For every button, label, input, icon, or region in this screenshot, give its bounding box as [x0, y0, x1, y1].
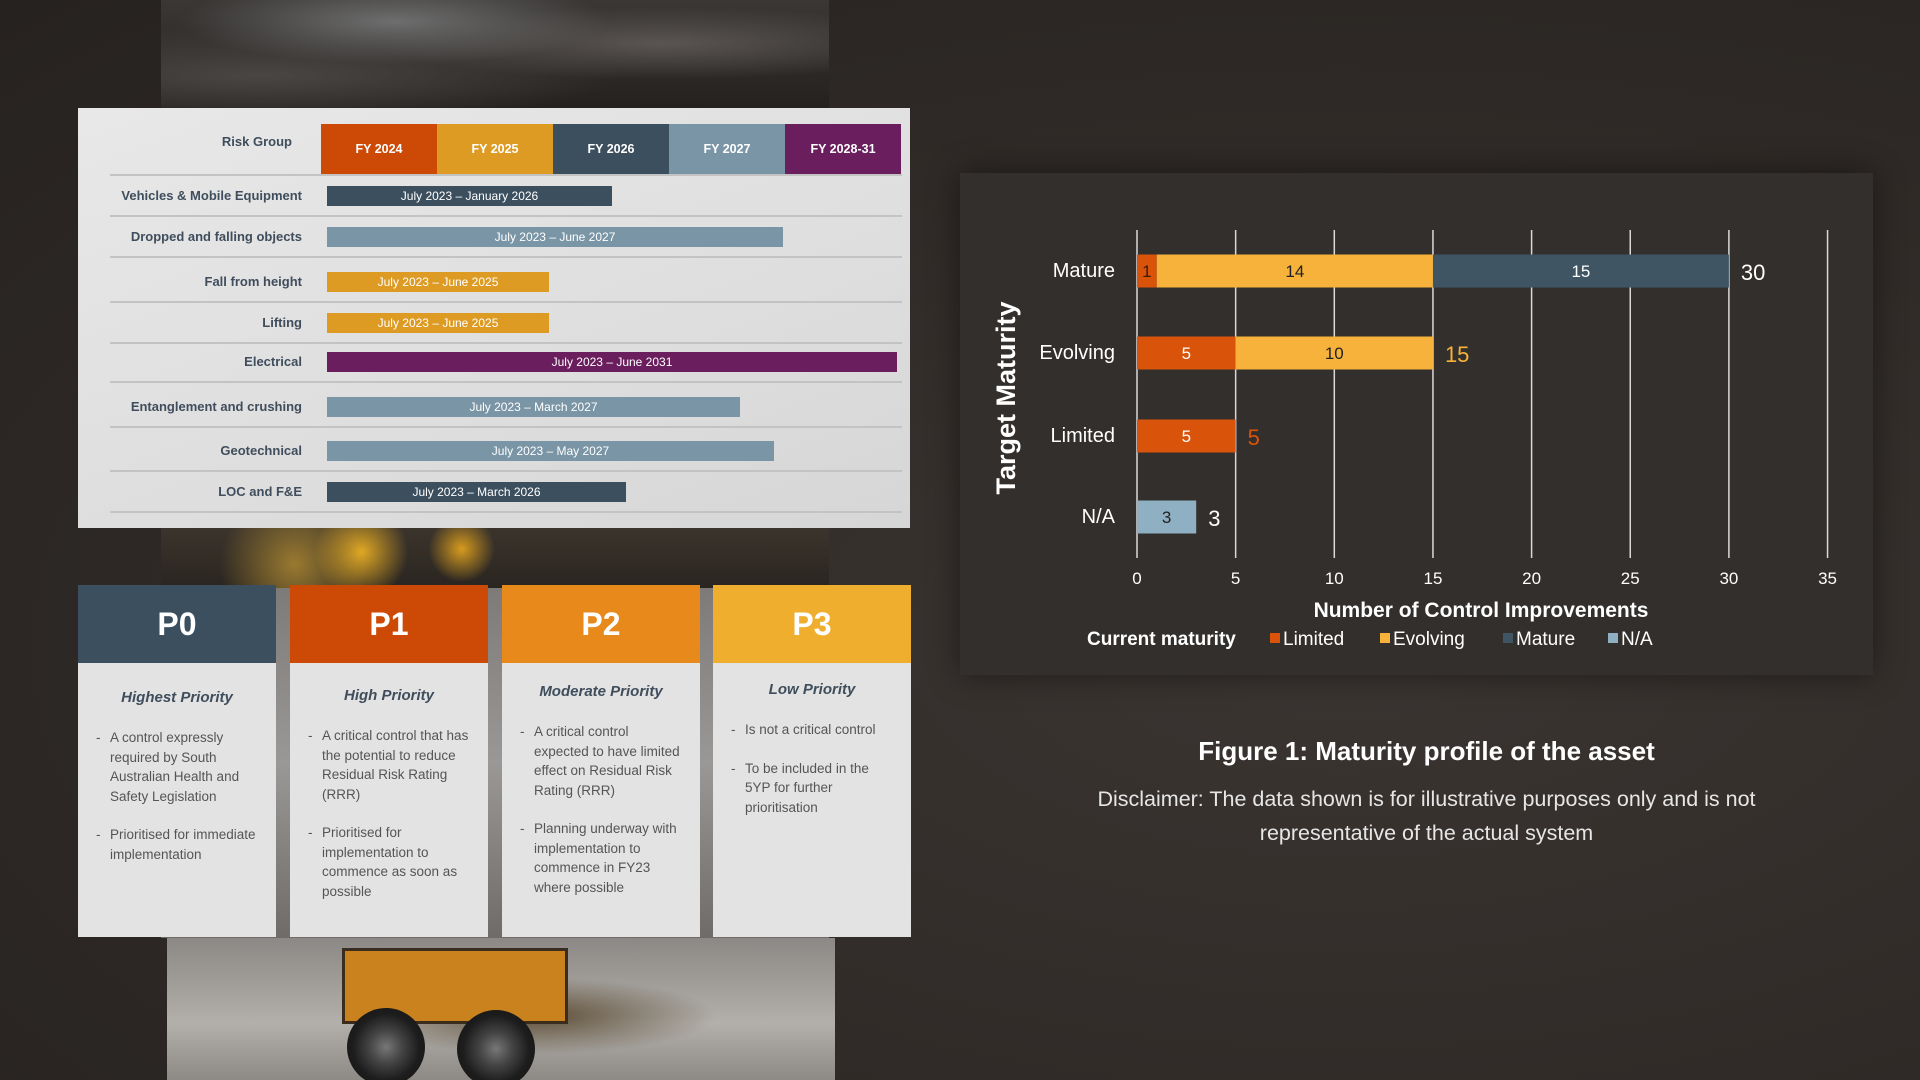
priority-title: Moderate Priority — [539, 683, 663, 700]
priority-criterion: - Is not a critical control — [733, 720, 897, 740]
x-tick-label: 5 — [1230, 569, 1241, 588]
fy-header: FY 2024 — [321, 124, 437, 174]
x-tick-label: 0 — [1132, 569, 1142, 588]
x-tick-label: 25 — [1620, 569, 1640, 588]
bar-value-label: 15 — [1571, 262, 1591, 281]
risk-group-label: LOC and F&E — [218, 484, 302, 499]
bar-value-label: 5 — [1181, 427, 1192, 446]
disclaimer: Disclaimer: The data shown is for illustrative purposes only and is not representative of the actual system — [1097, 787, 1756, 845]
priority-criteria-list — [502, 722, 700, 897]
fy-header: FY 2026 — [553, 124, 669, 174]
priority-card-p2 — [502, 585, 700, 937]
bar-total-label: 5 — [1247, 425, 1260, 450]
priority-title: Low Priority — [768, 681, 856, 698]
priority-criterion: - To be included in the 5YP for further prioritisation — [733, 759, 897, 818]
legend-swatch — [1270, 633, 1280, 643]
row-divider — [110, 470, 902, 472]
fy-header: FY 2028-31 — [785, 124, 901, 174]
row-divider — [110, 342, 902, 344]
legend-label: N/A — [1621, 629, 1653, 650]
y-category-label: N/A — [1081, 506, 1115, 528]
timeline-bar: July 2023 – June 2025 — [327, 272, 549, 292]
bar-value-label: 3 — [1161, 508, 1172, 527]
bar-value-label: 10 — [1324, 344, 1344, 363]
y-category-label: Evolving — [1039, 342, 1115, 364]
y-category-label: Mature — [1052, 260, 1115, 282]
row-divider — [110, 256, 902, 258]
x-tick-label: 35 — [1818, 569, 1838, 588]
row-divider — [110, 426, 902, 428]
risk-group-label: Electrical — [244, 354, 302, 369]
priority-card-p3 — [713, 585, 911, 937]
priority-criterion: - A control expressly required by South Australian Health and Safety Legislation — [98, 728, 262, 806]
risk-group-label: Geotechnical — [220, 443, 302, 458]
priority-code: P0 — [78, 585, 276, 663]
risk-group-label: Dropped and falling objects — [130, 229, 302, 244]
risk-group-label: Entanglement and crushing — [130, 399, 302, 414]
x-tick-label: 10 — [1324, 569, 1344, 588]
priority-criteria-list — [290, 726, 488, 901]
bar-total-label: 3 — [1208, 506, 1221, 531]
priority-title: High Priority — [343, 687, 434, 704]
fy-header: FY 2027 — [669, 124, 785, 174]
priority-card-p1 — [290, 585, 488, 937]
legend-label: Mature — [1516, 629, 1576, 650]
bar-value-label: 1 — [1142, 262, 1152, 281]
row-divider — [110, 381, 902, 383]
bar-total-label: 15 — [1444, 342, 1470, 367]
risk-group-label: Vehicles & Mobile Equipment — [121, 188, 302, 203]
priority-criteria-list — [78, 728, 276, 864]
priority-criterion: - Planning underway with implementation to commence in FY23 where possible — [522, 819, 686, 897]
risk-group-label: Fall from height — [204, 274, 302, 289]
legend-swatch — [1503, 633, 1513, 643]
priority-criterion: - Prioritised for immediate implementation — [98, 825, 262, 864]
risk-group-header: Risk Group — [221, 134, 292, 149]
legend-label: Evolving — [1393, 629, 1465, 650]
priority-code: P1 — [290, 585, 488, 663]
y-category-label: Limited — [1050, 425, 1115, 447]
priority-code: P3 — [713, 585, 911, 663]
priority-criterion: - A critical control that has the potential to reduce Residual Risk Rating (RRR) — [310, 726, 474, 804]
priority-code: P2 — [502, 585, 700, 663]
y-axis-title: Target Maturity — [991, 301, 1021, 495]
timeline-bar: July 2023 – March 2026 — [327, 482, 626, 502]
x-tick-label: 15 — [1423, 569, 1443, 588]
legend-title: Current maturity — [1087, 629, 1236, 650]
priority-criterion: - A critical control expected to have limited effect on Residual Risk Rating (RRR) — [522, 722, 686, 800]
row-divider — [110, 215, 902, 217]
legend-label: Limited — [1283, 629, 1345, 650]
haul-truck-photo — [167, 938, 835, 1080]
priority-card-p0 — [78, 585, 276, 937]
priority-criteria-list — [713, 720, 911, 817]
legend-swatch — [1380, 633, 1390, 643]
row-divider — [110, 301, 902, 303]
timeline-bar: July 2023 – March 2027 — [327, 397, 740, 417]
truck-wheel — [347, 1008, 425, 1080]
timeline-bar: July 2023 – June 2031 — [327, 352, 897, 372]
bar-total-label: 30 — [1740, 260, 1766, 285]
truck-wheel — [457, 1010, 535, 1080]
fy-header: FY 2025 — [437, 124, 553, 174]
timeline-bar: July 2023 – June 2027 — [327, 227, 783, 247]
priority-title: Highest Priority — [121, 689, 233, 706]
risk-group-label: Lifting — [262, 315, 302, 330]
timeline-bar: July 2023 – January 2026 — [327, 186, 612, 206]
x-tick-label: 20 — [1522, 569, 1542, 588]
bar-value-label: 14 — [1285, 262, 1305, 281]
legend-swatch — [1608, 633, 1618, 643]
row-divider — [110, 511, 902, 513]
row-divider — [110, 174, 902, 176]
priority-criterion: - Prioritised for implementation to commence as soon as possible — [310, 823, 474, 901]
figure-title: Figure 1: Maturity profile of the asset — [1198, 736, 1655, 766]
timeline-bar: July 2023 – June 2025 — [327, 313, 549, 333]
x-tick-label: 30 — [1719, 569, 1739, 588]
timeline-bar: July 2023 – May 2027 — [327, 441, 774, 461]
bar-value-label: 5 — [1181, 344, 1192, 363]
rock-photo — [161, 0, 829, 108]
x-axis-title: Number of Control Improvements — [1313, 599, 1649, 622]
workers-photo — [161, 528, 829, 588]
maturity-chart — [960, 173, 1873, 675]
